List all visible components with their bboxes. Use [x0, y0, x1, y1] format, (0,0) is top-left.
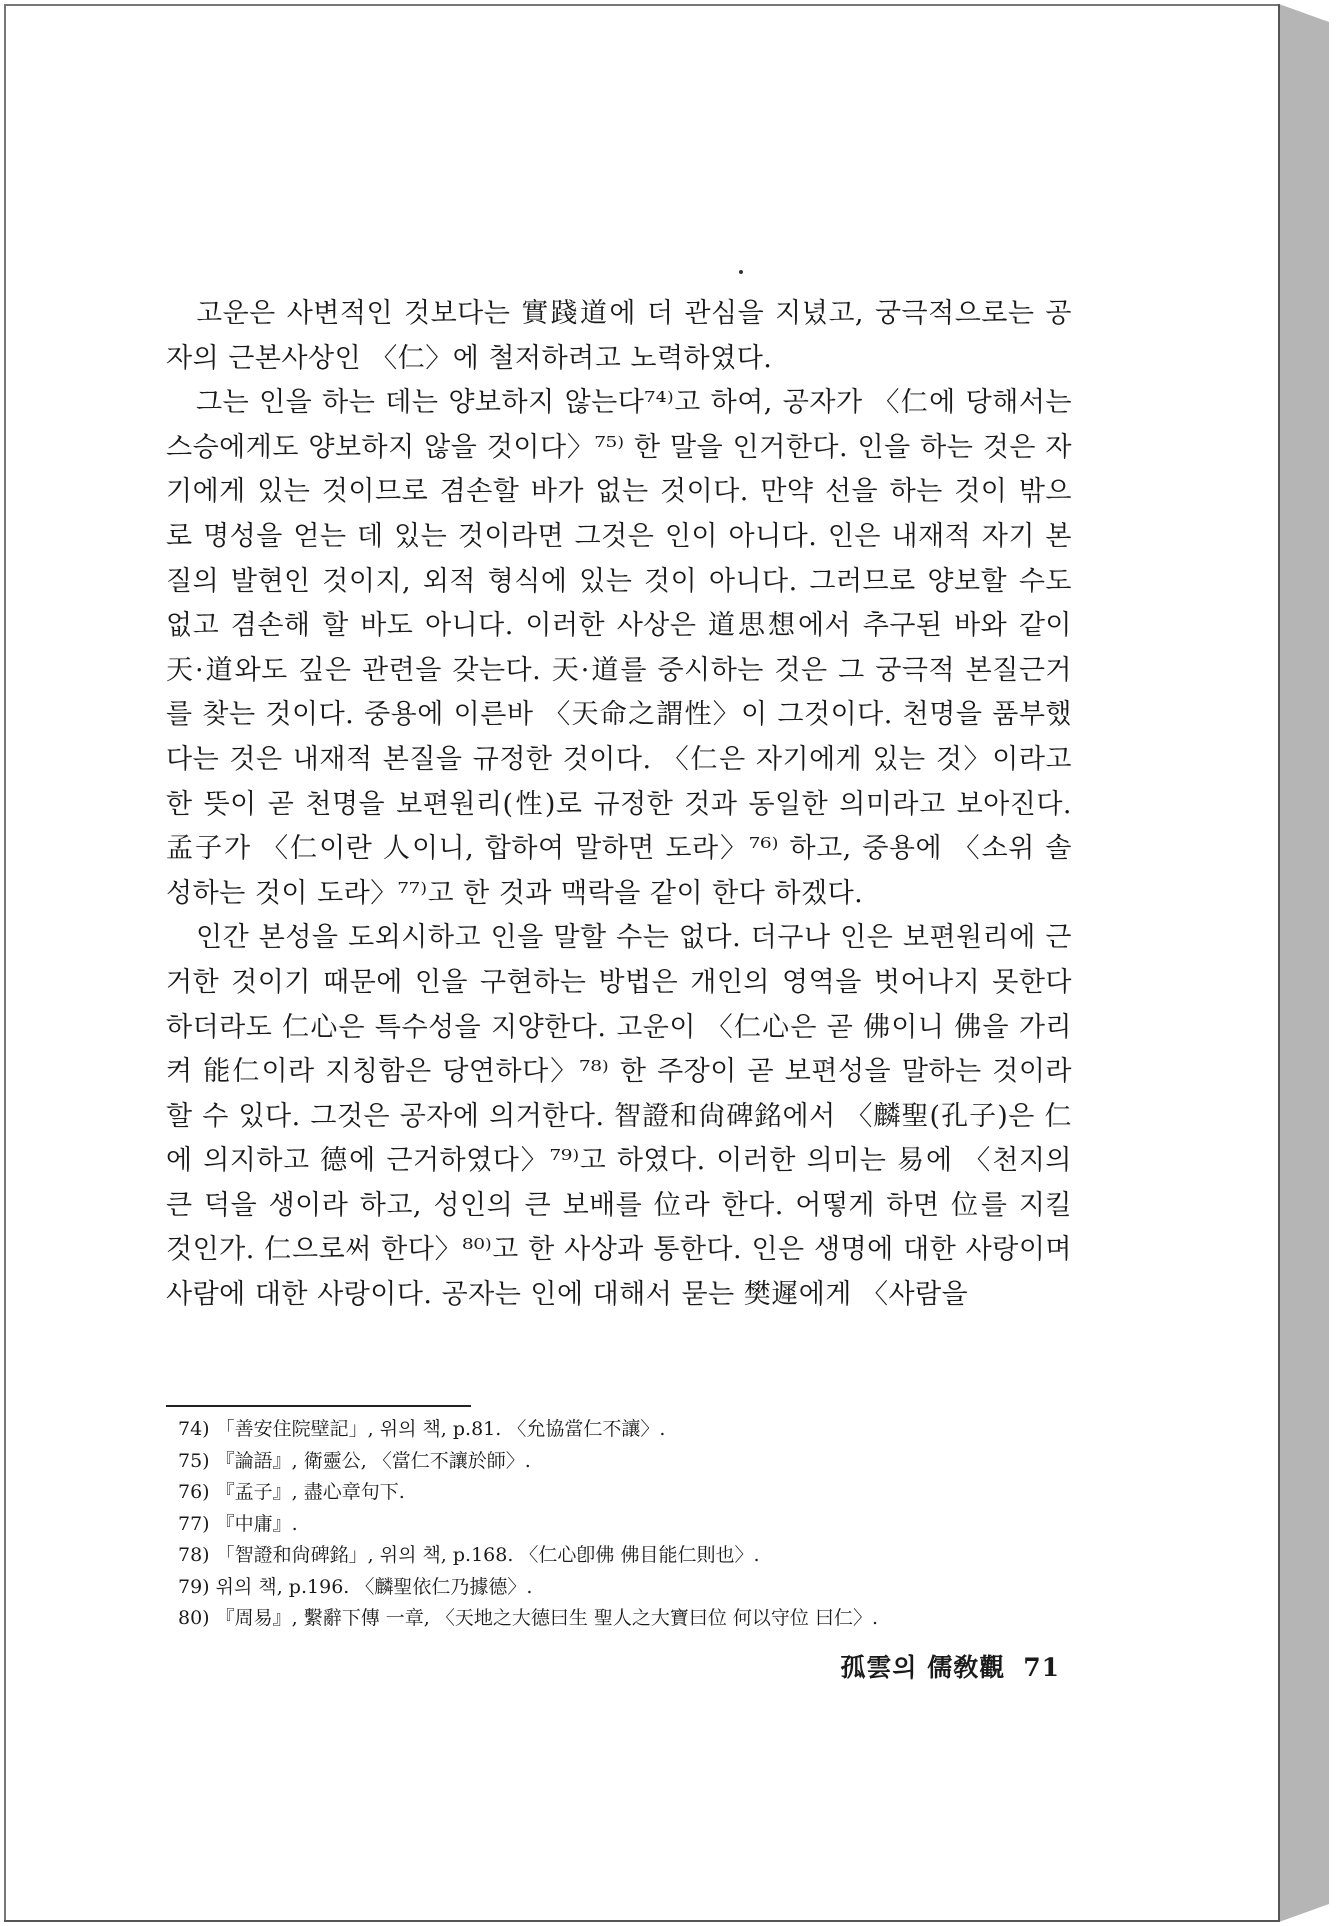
- body-text: [166, 292, 1072, 1318]
- print-speck: [739, 270, 743, 274]
- footnote-76: 76) 『孟子』, 盡心章句下.: [178, 1481, 405, 1503]
- footnote-78: 78) 「智證和尙碑銘」, 위의 책, p.168. 〈仁心卽佛 佛目能仁則也〉.: [178, 1544, 760, 1566]
- page-stack-edge: [1279, 4, 1329, 1922]
- footnote-80: 80) 『周易』, 繫辭下傳 一章, 〈天地之大德曰生 聖人之大寶曰位 何以守位 曰仁〉.: [178, 1607, 878, 1629]
- footnote-74: 74) 「善安住院壁記」, 위의 책, p.81. 〈允協當仁不讓〉.: [178, 1418, 666, 1440]
- footnote-75: 75) 『論語』, 衛靈公, 〈當仁不讓於師〉.: [178, 1449, 531, 1472]
- page-bottom-border: [4, 1920, 1279, 1922]
- paragraph-3: 인간 본성을 도외시하고 인을 말할 수는 없다. 더구나 인은 보편원리에 근거한 것이기 때문에 인을 구현하는 방법은 개인의 영역을 벗어나지 못한다 하더라도 仁心은 특수성을 지양한다. 고운이 〈仁心은 곧 佛이니 佛을 가리켜 能仁이라 지칭함은 당연하다〉⁷⁸⁾ 한 주장이 곧 보편성을 말하는 것이라 할 수 있다. 그것은 공자에 의거한다. 智證和尙碑銘에서 〈麟聖(孔子)은 仁에 의지하고 德에 근거하였다〉⁷⁹⁾고 하였다. 이러한 의미는 易에 〈천지의 큰 덕을 생이라 하고, 성인의 큰 보배를 位라 한다. 어떻게 하면 位를 지킬 것인가. 仁으로써 한다〉⁸⁰⁾고 한 사상과 통한다. 인은 생명에 대한 사랑이며 사람에 대한 사랑이다. 공자는 인에 대해서 묻는 樊遲에게 〈사람을: [166, 922, 1072, 1311]
- footnote-79: 79) 위의 책, p.196. 〈麟聖依仁乃據德〉.: [178, 1575, 533, 1598]
- paragraph-1: 고운은 사변적인 것보다는 實踐道에 더 관심을 지녔고, 궁극적으로는 공자의 근본사상인 〈仁〉에 철저하려고 노력하였다.: [166, 298, 1072, 374]
- paragraph-2: 그는 인을 하는 데는 양보하지 않는다⁷⁴⁾고 하여, 공자가 〈仁에 당해서는 스승에게도 양보하지 않을 것이다〉⁷⁵⁾ 한 말을 인거한다. 인을 하는 것은 자기에게 있는 것이므로 겸손할 바가 없는 것이다. 만약 선을 하는 것이 밖으로 명성을 얻는 데 있는 것이라면 그것은 인이 아니다. 인은 내재적 자기 본질의 발현인 것이지, 외적 형식에 있는 것이 아니다. 그러므로 양보할 수도 없고 겸손해 할 바도 아니다. 이러한 사상은 道思想에서 추구된 바와 같이 天·道와도 깊은 관련을 갖는다. 天·道를 중시하는 것은 그 궁극적 본질근거를 찾는 것이다. 중용에 이른바 〈天命之謂性〉이 그것이다. 천명을 품부했다는 것은 내재적 본질을 규정한 것이다. 〈仁은 자기에게 있는 것〉이라고 한 뜻이 곧 천명을 보편원리(性)로 규정한 것과 동일한 의미라고 보아진다. 孟子가 〈仁이란 人이니, 합하여 말하면 도라〉⁷⁶⁾ 하고, 중용에 〈소위 솔성하는 것이 도라〉⁷⁷⁾고 한 것과 맥락을 같이 한다 하겠다.: [166, 387, 1072, 909]
- running-footer: [760, 1648, 1060, 1684]
- footnote-77: 77) 『中庸』.: [178, 1512, 298, 1535]
- footnotes: [178, 1414, 1058, 1635]
- running-title: 孤雲의 儒敎觀: [840, 1653, 1006, 1682]
- page-number: 71: [1023, 1653, 1060, 1682]
- page-right-border: [1278, 4, 1280, 1922]
- footnote-divider: [166, 1405, 471, 1407]
